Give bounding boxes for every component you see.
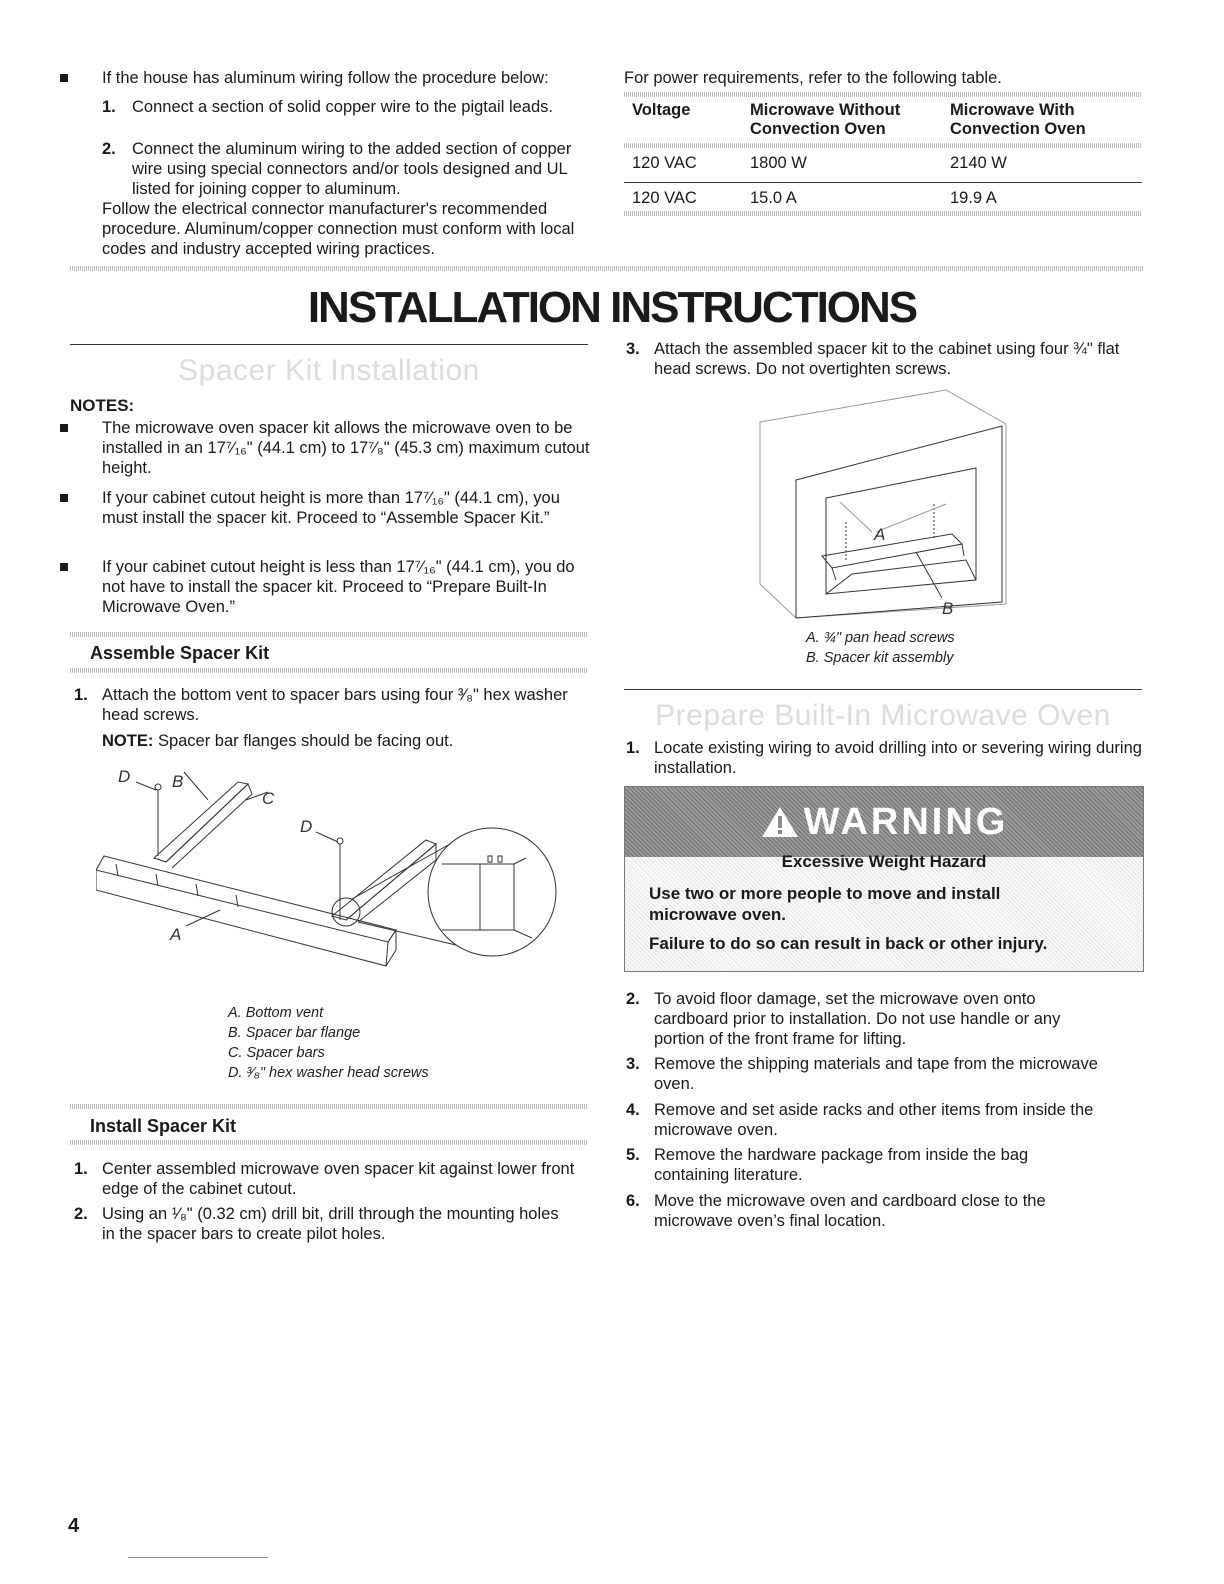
bullet	[60, 563, 68, 571]
prepare-step: Move the microwave oven and cardboard close to the microwave oven’s final location.	[654, 1192, 1046, 1230]
warning-triangle-icon	[760, 805, 800, 839]
attach-step-3: Attach the assembled spacer kit to the cabinet using four ¾" flat head screws. Do not overtighten screws.	[654, 340, 1120, 378]
figure-caption: B. Spacer kit assembly	[806, 650, 954, 666]
table-header-voltage: Voltage	[632, 101, 691, 119]
step-number: 3.	[626, 1055, 640, 1073]
figure-label-d: D	[300, 817, 313, 836]
cabinet-cutout-illustration	[756, 384, 1012, 624]
step-number: 2.	[102, 140, 116, 158]
subsection-rule	[70, 1104, 588, 1109]
prepare-step-1: Locate existing wiring to avoid drilling into or severing wiring during installation.	[654, 739, 1142, 777]
step-number: 4.	[626, 1101, 640, 1119]
table-header-without: Microwave Without Convection Oven	[750, 101, 901, 138]
figure-caption: D. ³⁄₈" hex washer head screws	[228, 1065, 429, 1081]
section-divider	[70, 266, 1144, 271]
note-label: NOTE:	[102, 732, 154, 750]
page-title: INSTALLATION INSTRUCTIONS	[307, 283, 917, 332]
table-cell: 2140 W	[950, 154, 1007, 172]
warning-label: WARNING	[803, 800, 1009, 843]
note-item: The microwave oven spacer kit allows the microwave oven to be installed in an 17⁷⁄₁₆" (44.1 cm) to 17⁷⁄₈" (45.3 cm) maximum cutout height.	[102, 419, 590, 477]
figure-label-d: D	[118, 767, 131, 786]
power-intro: For power requirements, refer to the following table.	[624, 69, 1002, 87]
subsection-rule	[70, 1140, 588, 1145]
table-cell: 120 VAC	[632, 154, 697, 172]
prepare-step: Remove the hardware package from inside the bag containing literature.	[654, 1146, 1029, 1184]
figure-label-b: B	[172, 772, 184, 791]
subsection-rule	[70, 668, 588, 673]
step-number: 1.	[102, 98, 116, 116]
note-item: If your cabinet cutout height is more than 17⁷⁄₁₆" (44.1 cm), you must install the spacer kit. Proceed to “Assemble Spacer Kit.”	[102, 489, 560, 527]
table-header-with: Microwave With Convection Oven	[950, 101, 1086, 138]
figure-caption: A. Bottom vent	[228, 1005, 324, 1021]
notes-label: NOTES:	[70, 396, 135, 415]
figure-label-a: A	[874, 525, 886, 544]
page-number: 4	[68, 1515, 80, 1537]
section-rule	[624, 689, 1142, 690]
step-number: 5.	[626, 1146, 640, 1164]
step-number: 1.	[74, 1160, 88, 1178]
prepare-step: To avoid floor damage, set the microwave oven onto cardboard prior to installation. Do not use handle or any portion of the front frame for lifting.	[654, 990, 1061, 1048]
footer-rule	[128, 1557, 268, 1558]
section-rule	[70, 344, 588, 345]
table-row-divider	[624, 182, 1142, 183]
step-number: 6.	[626, 1192, 640, 1210]
step-number: 3.	[626, 340, 640, 358]
table-cell: 1800 W	[750, 154, 807, 172]
table-cell: 15.0 A	[750, 189, 797, 207]
section-title-prepare: Prepare Built-In Microwave Oven	[655, 699, 1111, 732]
figure-caption: B. Spacer bar flange	[228, 1025, 361, 1041]
figure-caption: C. Spacer bars	[228, 1045, 325, 1061]
step-number: 1.	[626, 739, 640, 757]
table-top-rule	[624, 92, 1142, 97]
subheading-assemble: Assemble Spacer Kit	[90, 643, 270, 663]
table-cell: 120 VAC	[632, 189, 697, 207]
bullet	[60, 424, 68, 432]
note-text: Spacer bar flanges should be facing out.	[157, 732, 454, 750]
table-header-rule	[624, 143, 1142, 148]
prepare-step: Remove the shipping materials and tape from the microwave oven.	[654, 1055, 1098, 1093]
figure-caption: A. ¾" pan head screws	[806, 630, 955, 646]
bullet	[60, 74, 68, 82]
table-cell: 19.9 A	[950, 189, 997, 207]
aluminum-intro: If the house has aluminum wiring follow the procedure below:	[102, 69, 549, 87]
table-row	[632, 153, 1142, 173]
step-number: 2.	[74, 1205, 88, 1223]
assemble-note	[102, 731, 582, 751]
warning-hazard: Excessive Weight Hazard	[781, 852, 987, 871]
warning-consequence: Failure to do so can result in back or other injury.	[649, 934, 1048, 953]
note-item: If your cabinet cutout height is less than 17⁷⁄₁₆" (44.1 cm), you do not have to install the spacer kit. Proceed to “Prepare Built-In Microwave Oven.”	[102, 558, 575, 616]
step-number: 1.	[74, 686, 88, 704]
section-title-spacer: Spacer Kit Installation	[178, 354, 480, 387]
install-step-1: Center assembled microwave oven spacer kit against lower front edge of the cabinet cutout.	[102, 1160, 575, 1198]
subheading-install: Install Spacer Kit	[90, 1116, 237, 1136]
aluminum-step-2: Connect the aluminum wiring to the added section of copper wire using special connectors and/or tools designed and UL listed for joining copper to aluminum.	[132, 140, 572, 198]
install-step-2: Using an ¹⁄₈" (0.32 cm) drill bit, drill through the mounting holes in the spacer bars to create pilot holes.	[102, 1205, 559, 1243]
figure-label-b: B	[942, 599, 954, 618]
assemble-step-1: Attach the bottom vent to spacer bars using four ³⁄₈" hex washer head screws.	[102, 686, 568, 724]
prepare-step: Remove and set aside racks and other items from inside the microwave oven.	[654, 1101, 1094, 1139]
aluminum-step-1: Connect a section of solid copper wire to the pigtail leads.	[132, 98, 553, 116]
warning-instruction: Use two or more people to move and install microwave oven.	[649, 884, 1001, 924]
step-number: 2.	[626, 990, 640, 1008]
warning-banner	[625, 787, 1143, 857]
subsection-rule	[70, 632, 588, 637]
figure-label-c: C	[262, 789, 275, 808]
bullet	[60, 494, 68, 502]
aluminum-follow: Follow the electrical connector manufacturer's recommended procedure. Aluminum/copper connection must conform with local codes and industry accepted wiring practices.	[102, 200, 575, 258]
figure-label-a: A	[170, 925, 182, 944]
spacer-bars-illustration	[96, 760, 566, 990]
power-table	[632, 101, 1142, 139]
warning-box	[624, 786, 1144, 972]
table-bottom-rule	[624, 211, 1142, 216]
table-row	[632, 188, 1142, 208]
